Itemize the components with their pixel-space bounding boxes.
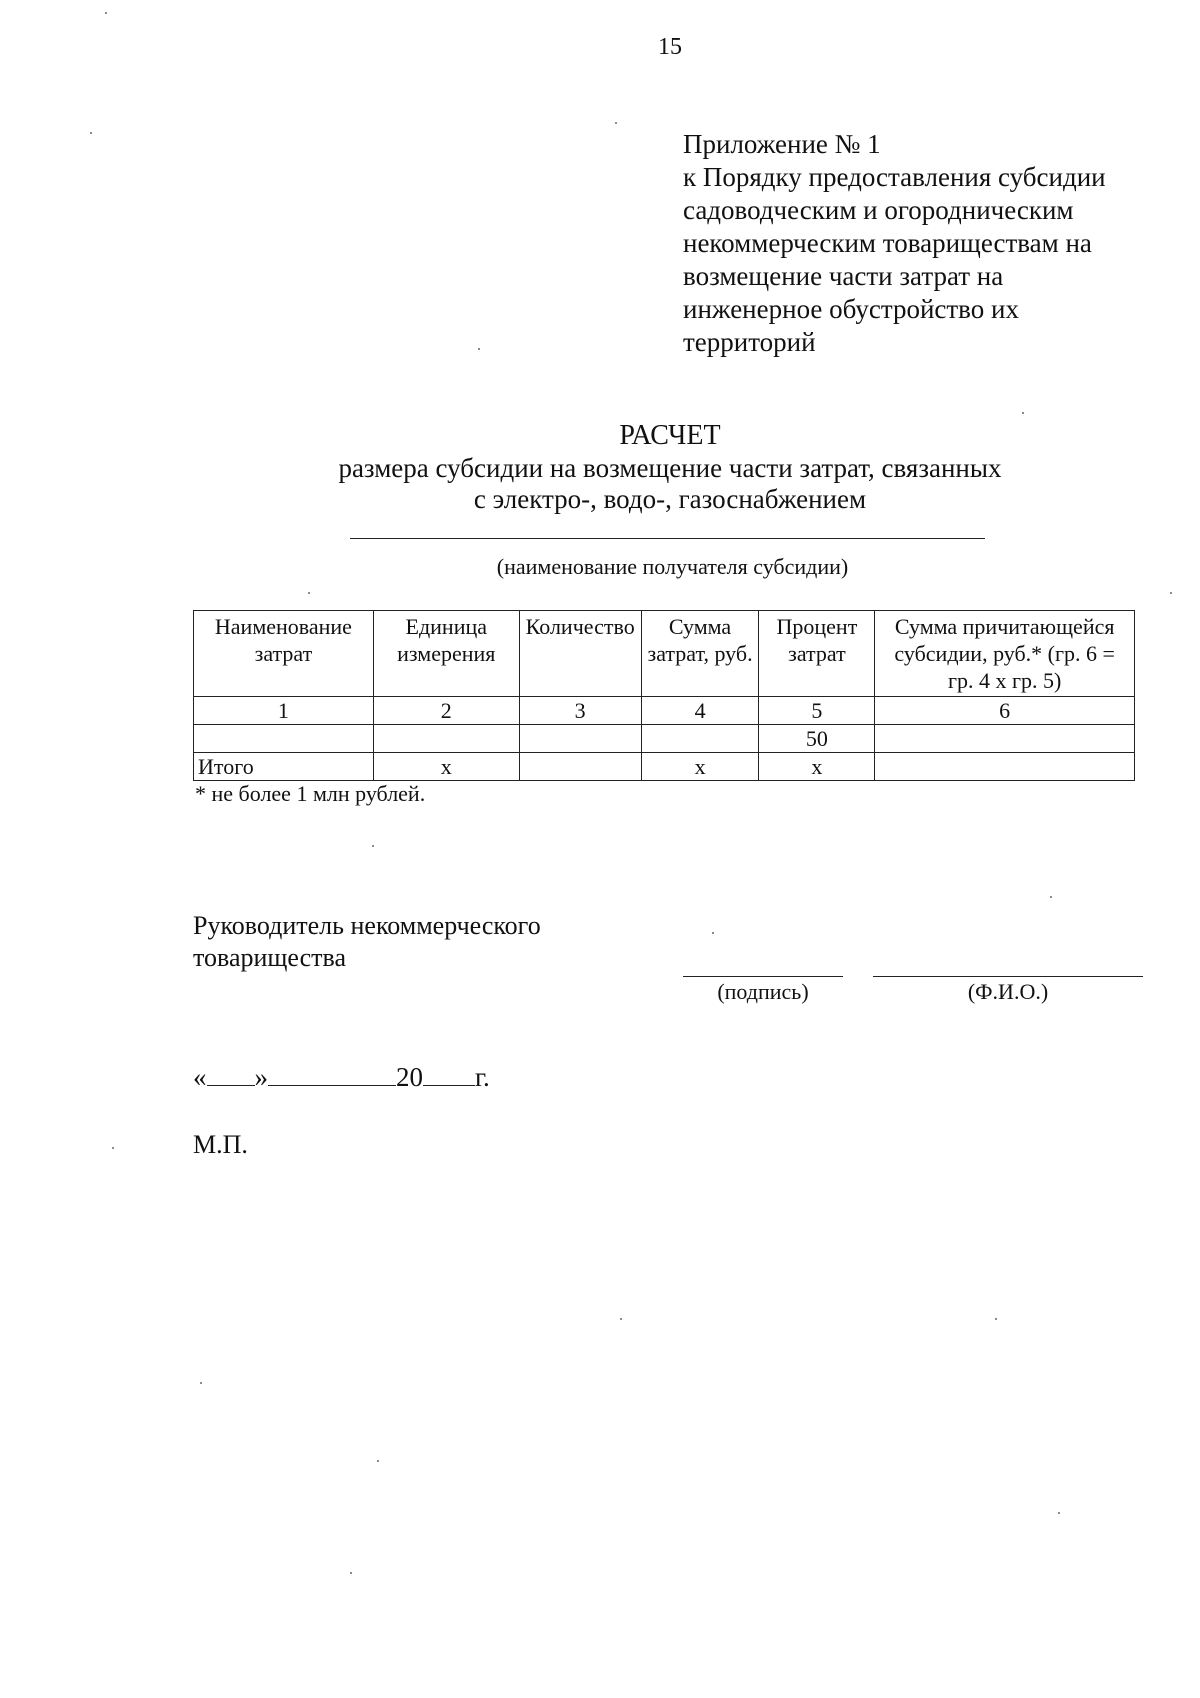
scan-speck: [105, 12, 107, 14]
column-header-quantity: Количество: [519, 611, 641, 697]
table-row: [194, 725, 1135, 753]
date-year-prefix: 20: [396, 1062, 423, 1092]
scan-speck: [1050, 896, 1052, 898]
scan-speck: [372, 845, 374, 847]
document-subtitle-line: размера субсидии на возмещение части затрат, связанных: [338, 453, 1002, 483]
full-name-line: [873, 976, 1143, 977]
table-cell: 5: [759, 697, 875, 725]
footnote: * не более 1 млн рублей.: [195, 781, 426, 806]
date-close-quote: »: [254, 1062, 268, 1092]
table-cell: х: [373, 753, 519, 781]
scan-speck: [112, 1147, 114, 1149]
scan-speck: [478, 348, 480, 350]
table-cell: [519, 725, 641, 753]
scan-speck: [308, 592, 310, 594]
signature-line: [683, 976, 843, 977]
table-cell: [641, 725, 759, 753]
scan-speck: [350, 1572, 352, 1574]
table-cell: 3: [519, 697, 641, 725]
column-header-unit: Единица измерения: [373, 611, 519, 697]
column-header-cost-percent: Процент затрат: [759, 611, 875, 697]
appendix-line: возмещение части затрат на: [683, 261, 1004, 291]
date-year-blank: [423, 1063, 475, 1086]
table-cell: [875, 725, 1135, 753]
table-cell: х: [641, 753, 759, 781]
document-title-block: [0, 420, 1200, 515]
head-title-line: товарищества: [193, 943, 346, 972]
scan-speck: [712, 932, 714, 934]
signature-label: (подпись): [717, 979, 809, 1004]
table-cell: х: [759, 753, 875, 781]
column-header-subsidy-sum: Сумма причитающейся субсидии, руб.* (гр. 6 = гр. 4 х гр. 5): [875, 611, 1135, 697]
appendix-line: к Порядку предоставления субсидии: [683, 162, 1106, 192]
head-title-block: [193, 910, 541, 974]
page-number: 15: [658, 34, 682, 60]
appendix-line: инженерное обустройство их: [683, 294, 1019, 324]
date-month-blank: [268, 1063, 396, 1086]
scan-speck: [1022, 412, 1024, 414]
head-title-line: Руководитель некоммерческого: [193, 911, 541, 940]
document-title: РАСЧЕТ: [619, 420, 721, 451]
date-year-suffix: г.: [475, 1062, 490, 1092]
scan-speck: [995, 1318, 997, 1320]
date-day-blank: [207, 1063, 255, 1086]
full-name-label: (Ф.И.О.): [967, 979, 1049, 1004]
table-cell: [875, 753, 1135, 781]
appendix-block: [683, 128, 1106, 359]
table-cell: Итого: [194, 753, 374, 781]
column-header-cost-name: Наименование затрат: [194, 611, 374, 697]
scan-speck: [1170, 592, 1172, 594]
scan-speck: [200, 1382, 202, 1384]
table-cell: 50: [759, 725, 875, 753]
table-cell: [194, 725, 374, 753]
stamp-place-label: М.П.: [193, 1130, 248, 1159]
table-cell: [373, 725, 519, 753]
table-cell: 2: [373, 697, 519, 725]
scan-speck: [1058, 1512, 1060, 1514]
table-header-row: [194, 611, 1135, 697]
table-total-row: [194, 753, 1135, 781]
table-row: [194, 697, 1135, 725]
table-cell: 4: [641, 697, 759, 725]
appendix-line: садоводческим и огородническим: [683, 195, 1074, 225]
scan-speck: [615, 122, 617, 124]
scan-speck: [90, 132, 92, 134]
appendix-line: некоммерческим товариществам на: [683, 228, 1092, 258]
document-subtitle-line: с электро-, водо-, газоснабжением: [473, 484, 867, 514]
table-cell: 1: [194, 697, 374, 725]
date-open-quote: «: [193, 1062, 207, 1092]
date-line: [193, 1062, 490, 1093]
recipient-label: (наименование получателя субсидии): [496, 554, 849, 579]
appendix-line: территорий: [683, 327, 816, 357]
recipient-name-line: [350, 538, 985, 539]
table-cell: 6: [875, 697, 1135, 725]
scan-speck: [620, 1318, 622, 1320]
scan-speck: [377, 1460, 379, 1462]
column-header-cost-sum: Сумма затрат, руб.: [641, 611, 759, 697]
calculation-table: [193, 610, 1135, 781]
table-cell: [519, 753, 641, 781]
appendix-line: Приложение № 1: [683, 129, 881, 159]
